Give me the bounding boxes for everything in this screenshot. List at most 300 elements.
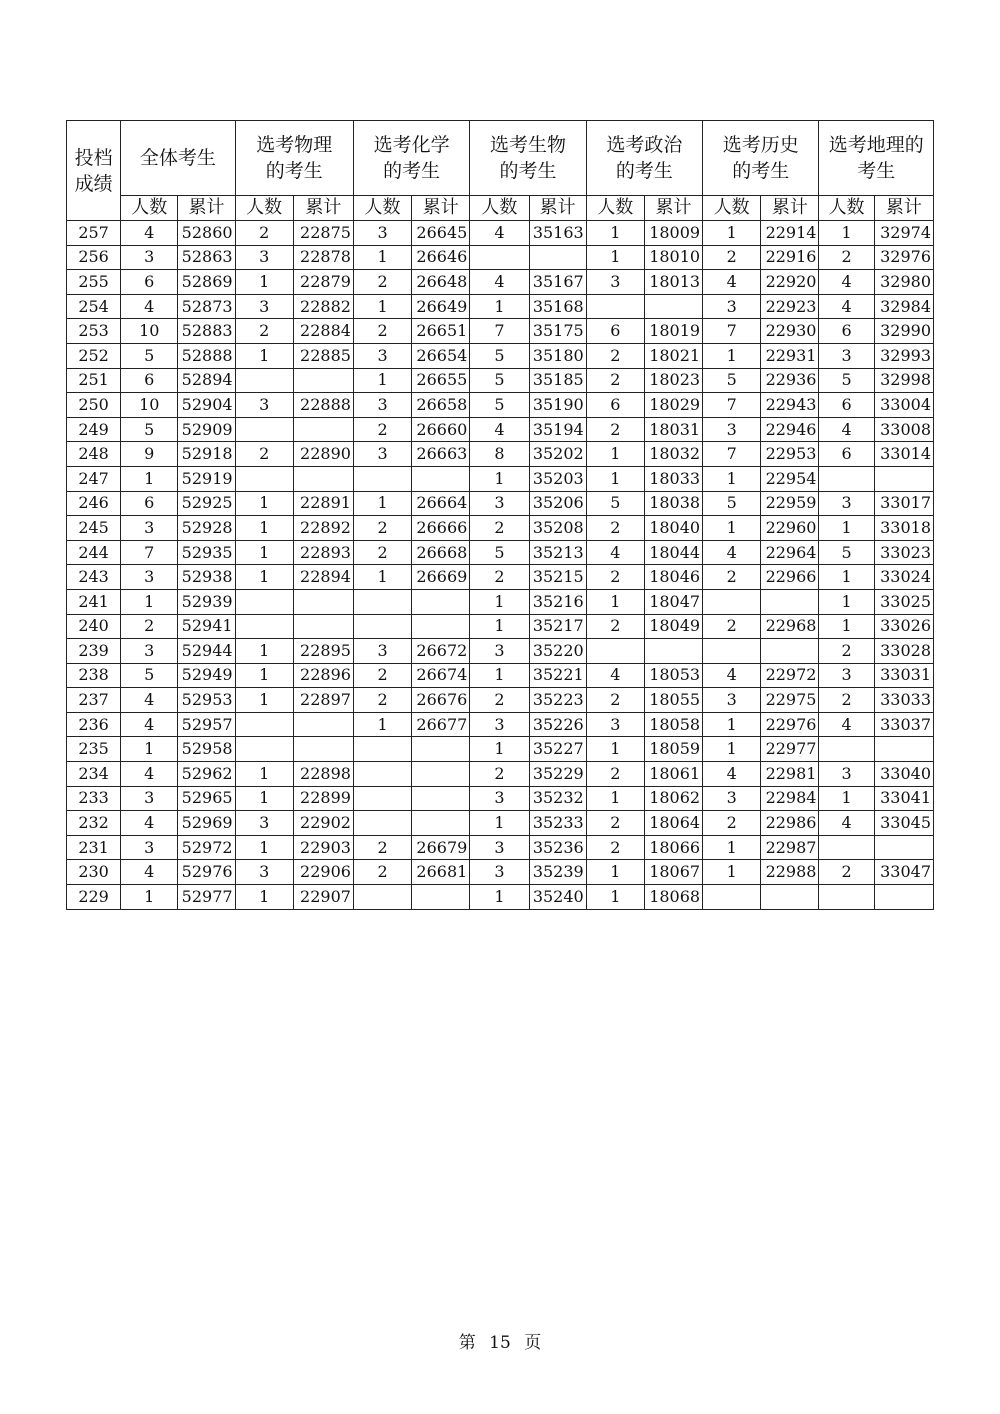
cumulative-cell <box>293 614 353 639</box>
count-cell: 1 <box>586 885 644 910</box>
group-header-all: 全体考生 <box>121 121 235 196</box>
count-cell: 4 <box>703 270 761 295</box>
cumulative-cell: 35220 <box>529 639 586 664</box>
score-cell: 231 <box>67 835 121 860</box>
score-cell: 246 <box>67 491 121 516</box>
count-cell: 2 <box>353 319 411 344</box>
cumulative-cell: 22890 <box>293 442 353 467</box>
count-cell: 3 <box>819 343 874 368</box>
count-cell: 8 <box>470 442 529 467</box>
count-cell: 7 <box>470 319 529 344</box>
count-cell: 2 <box>353 516 411 541</box>
count-cell: 2 <box>586 835 644 860</box>
count-cell: 4 <box>121 811 178 836</box>
score-cell: 239 <box>67 639 121 664</box>
table-row <box>67 786 934 811</box>
count-cell: 1 <box>235 639 293 664</box>
count-cell: 4 <box>121 688 178 713</box>
group-header-biology: 选考生物的考生 <box>470 121 586 196</box>
score-cell: 251 <box>67 368 121 393</box>
count-cell: 1 <box>470 663 529 688</box>
count-cell: 3 <box>703 786 761 811</box>
cumulative-cell: 35223 <box>529 688 586 713</box>
cumulative-cell <box>644 639 702 664</box>
count-cell: 3 <box>470 860 529 885</box>
cumulative-cell: 52863 <box>178 245 235 270</box>
score-cell: 241 <box>67 589 121 614</box>
table-row <box>67 516 934 541</box>
cumulative-cell: 22916 <box>761 245 819 270</box>
cumulative-cell: 26648 <box>412 270 470 295</box>
count-cell: 1 <box>235 885 293 910</box>
cumulative-cell: 26663 <box>412 442 470 467</box>
count-cell: 1 <box>353 565 411 590</box>
count-cell: 1 <box>586 589 644 614</box>
count-cell: 1 <box>235 516 293 541</box>
count-cell: 4 <box>819 811 874 836</box>
cumulative-cell: 22968 <box>761 614 819 639</box>
cumulative-cell <box>412 466 470 491</box>
cumulative-cell: 52953 <box>178 688 235 713</box>
count-cell: 1 <box>586 466 644 491</box>
cumulative-cell: 26651 <box>412 319 470 344</box>
cumulative-cell: 18064 <box>644 811 702 836</box>
cumulative-cell: 35240 <box>529 885 586 910</box>
count-cell: 3 <box>235 811 293 836</box>
score-cell: 233 <box>67 786 121 811</box>
cumulative-header: 累计 <box>529 196 586 221</box>
score-cell: 256 <box>67 245 121 270</box>
table-row <box>67 663 934 688</box>
cumulative-cell: 33028 <box>874 639 933 664</box>
score-cell: 249 <box>67 417 121 442</box>
cumulative-cell: 35202 <box>529 442 586 467</box>
cumulative-cell: 35213 <box>529 540 586 565</box>
score-cell: 253 <box>67 319 121 344</box>
count-cell: 1 <box>470 466 529 491</box>
cumulative-cell: 52869 <box>178 270 235 295</box>
cumulative-cell: 26677 <box>412 712 470 737</box>
score-cell: 229 <box>67 885 121 910</box>
cumulative-cell: 18010 <box>644 245 702 270</box>
count-cell: 1 <box>819 589 874 614</box>
count-cell <box>353 885 411 910</box>
count-cell: 3 <box>470 491 529 516</box>
cumulative-cell: 52888 <box>178 343 235 368</box>
count-cell: 1 <box>703 737 761 762</box>
count-cell: 2 <box>353 688 411 713</box>
count-cell: 6 <box>586 319 644 344</box>
count-cell: 2 <box>470 762 529 787</box>
cumulative-cell <box>874 835 933 860</box>
count-cell <box>353 614 411 639</box>
count-cell: 6 <box>121 368 178 393</box>
cumulative-cell: 22895 <box>293 639 353 664</box>
cumulative-cell <box>761 589 819 614</box>
count-cell: 4 <box>703 540 761 565</box>
cumulative-cell: 35215 <box>529 565 586 590</box>
table-row <box>67 417 934 442</box>
cumulative-cell: 22959 <box>761 491 819 516</box>
count-cell: 4 <box>819 270 874 295</box>
count-cell: 2 <box>819 639 874 664</box>
cumulative-header: 累计 <box>412 196 470 221</box>
count-cell <box>819 466 874 491</box>
count-cell: 5 <box>703 368 761 393</box>
cumulative-cell <box>412 589 470 614</box>
count-cell <box>703 639 761 664</box>
count-cell <box>235 614 293 639</box>
cumulative-cell: 22885 <box>293 343 353 368</box>
count-cell: 3 <box>470 786 529 811</box>
cumulative-cell: 22975 <box>761 688 819 713</box>
count-cell: 1 <box>470 589 529 614</box>
count-cell: 2 <box>586 417 644 442</box>
cumulative-cell: 52972 <box>178 835 235 860</box>
count-cell: 3 <box>470 835 529 860</box>
score-cell: 257 <box>67 221 121 246</box>
table-row <box>67 688 934 713</box>
count-cell: 1 <box>121 885 178 910</box>
cumulative-cell: 35167 <box>529 270 586 295</box>
table-row <box>67 368 934 393</box>
count-cell: 1 <box>353 712 411 737</box>
cumulative-cell: 26646 <box>412 245 470 270</box>
count-cell: 1 <box>121 737 178 762</box>
count-cell: 1 <box>703 343 761 368</box>
count-cell: 1 <box>353 368 411 393</box>
count-cell: 2 <box>703 614 761 639</box>
count-cell: 6 <box>121 270 178 295</box>
score-cell: 240 <box>67 614 121 639</box>
cumulative-cell: 32984 <box>874 294 933 319</box>
count-cell <box>353 811 411 836</box>
cumulative-cell: 52909 <box>178 417 235 442</box>
cumulative-cell: 52949 <box>178 663 235 688</box>
cumulative-cell: 18049 <box>644 614 702 639</box>
cumulative-cell: 22966 <box>761 565 819 590</box>
count-cell: 2 <box>703 245 761 270</box>
count-cell: 2 <box>470 688 529 713</box>
count-cell: 4 <box>586 540 644 565</box>
cumulative-cell <box>529 245 586 270</box>
count-cell: 1 <box>703 516 761 541</box>
count-cell <box>353 762 411 787</box>
cumulative-cell: 33024 <box>874 565 933 590</box>
count-cell: 4 <box>470 270 529 295</box>
header-row-subcolumns <box>67 196 934 221</box>
cumulative-cell <box>874 466 933 491</box>
cumulative-cell <box>412 737 470 762</box>
count-cell <box>235 712 293 737</box>
cumulative-header: 累计 <box>178 196 235 221</box>
count-cell: 2 <box>586 516 644 541</box>
cumulative-cell: 22907 <box>293 885 353 910</box>
cumulative-cell: 22884 <box>293 319 353 344</box>
score-distribution-table <box>66 120 934 910</box>
count-cell: 5 <box>470 540 529 565</box>
cumulative-cell: 32980 <box>874 270 933 295</box>
table-row <box>67 343 934 368</box>
count-cell: 2 <box>235 221 293 246</box>
table-row <box>67 835 934 860</box>
score-cell: 247 <box>67 466 121 491</box>
score-cell: 232 <box>67 811 121 836</box>
count-cell: 2 <box>235 319 293 344</box>
table-row <box>67 270 934 295</box>
count-cell: 4 <box>121 221 178 246</box>
cumulative-cell: 26654 <box>412 343 470 368</box>
count-cell: 3 <box>586 712 644 737</box>
count-cell <box>703 885 761 910</box>
cumulative-cell: 22894 <box>293 565 353 590</box>
cumulative-cell <box>412 811 470 836</box>
count-cell: 7 <box>121 540 178 565</box>
cumulative-cell: 18046 <box>644 565 702 590</box>
table-row <box>67 737 934 762</box>
cumulative-cell: 33025 <box>874 589 933 614</box>
cumulative-cell: 35194 <box>529 417 586 442</box>
cumulative-cell: 22987 <box>761 835 819 860</box>
count-cell <box>470 245 529 270</box>
count-cell <box>586 294 644 319</box>
cumulative-cell: 22878 <box>293 245 353 270</box>
score-cell: 254 <box>67 294 121 319</box>
cumulative-cell: 26679 <box>412 835 470 860</box>
count-cell: 1 <box>235 762 293 787</box>
count-cell: 1 <box>235 343 293 368</box>
table-row <box>67 811 934 836</box>
count-cell: 2 <box>121 614 178 639</box>
count-cell <box>819 737 874 762</box>
cumulative-cell: 18032 <box>644 442 702 467</box>
score-column-header: 投档成绩 <box>67 121 121 221</box>
count-cell: 1 <box>470 614 529 639</box>
count-header: 人数 <box>353 196 411 221</box>
count-cell: 7 <box>703 319 761 344</box>
count-cell: 2 <box>353 540 411 565</box>
cumulative-cell: 52918 <box>178 442 235 467</box>
count-cell: 3 <box>121 786 178 811</box>
cumulative-cell: 22920 <box>761 270 819 295</box>
count-cell <box>353 589 411 614</box>
table-row <box>67 540 934 565</box>
count-cell: 2 <box>235 442 293 467</box>
count-header: 人数 <box>703 196 761 221</box>
cumulative-cell <box>412 762 470 787</box>
count-cell: 1 <box>703 860 761 885</box>
cumulative-cell: 33008 <box>874 417 933 442</box>
count-cell: 3 <box>121 565 178 590</box>
count-cell: 5 <box>819 540 874 565</box>
count-cell: 2 <box>703 811 761 836</box>
cumulative-cell: 33041 <box>874 786 933 811</box>
cumulative-header: 累计 <box>761 196 819 221</box>
count-cell: 1 <box>121 466 178 491</box>
count-cell: 1 <box>235 540 293 565</box>
cumulative-cell: 33037 <box>874 712 933 737</box>
cumulative-cell: 35221 <box>529 663 586 688</box>
cumulative-cell: 22988 <box>761 860 819 885</box>
cumulative-cell: 22893 <box>293 540 353 565</box>
count-cell: 3 <box>470 639 529 664</box>
count-cell: 1 <box>819 221 874 246</box>
cumulative-cell: 32990 <box>874 319 933 344</box>
count-cell: 2 <box>586 688 644 713</box>
cumulative-cell: 22899 <box>293 786 353 811</box>
cumulative-cell: 52904 <box>178 393 235 418</box>
cumulative-cell: 52928 <box>178 516 235 541</box>
cumulative-cell: 18040 <box>644 516 702 541</box>
count-cell: 1 <box>470 885 529 910</box>
count-cell: 1 <box>353 245 411 270</box>
count-cell <box>235 589 293 614</box>
count-cell: 4 <box>703 762 761 787</box>
cumulative-cell: 18059 <box>644 737 702 762</box>
cumulative-cell: 18021 <box>644 343 702 368</box>
cumulative-cell <box>293 737 353 762</box>
cumulative-cell: 26655 <box>412 368 470 393</box>
cumulative-cell: 22914 <box>761 221 819 246</box>
cumulative-cell: 32993 <box>874 343 933 368</box>
count-cell: 3 <box>703 294 761 319</box>
count-header: 人数 <box>235 196 293 221</box>
cumulative-cell: 35168 <box>529 294 586 319</box>
count-cell: 2 <box>819 688 874 713</box>
count-cell: 3 <box>819 491 874 516</box>
cumulative-cell: 18062 <box>644 786 702 811</box>
page-number: 15 <box>489 1333 511 1353</box>
cumulative-cell: 35185 <box>529 368 586 393</box>
cumulative-cell: 22953 <box>761 442 819 467</box>
cumulative-cell: 22930 <box>761 319 819 344</box>
count-cell: 5 <box>703 491 761 516</box>
cumulative-cell: 18058 <box>644 712 702 737</box>
cumulative-cell: 22891 <box>293 491 353 516</box>
count-cell: 1 <box>235 688 293 713</box>
count-cell: 3 <box>470 712 529 737</box>
group-header-geography: 选考地理的考生 <box>819 121 934 196</box>
count-cell: 1 <box>235 491 293 516</box>
count-cell: 1 <box>586 442 644 467</box>
count-cell: 3 <box>235 393 293 418</box>
count-cell: 6 <box>819 393 874 418</box>
score-cell: 236 <box>67 712 121 737</box>
table-row <box>67 221 934 246</box>
cumulative-cell: 32998 <box>874 368 933 393</box>
count-cell: 1 <box>703 221 761 246</box>
cumulative-cell <box>644 294 702 319</box>
cumulative-cell: 52894 <box>178 368 235 393</box>
score-cell: 243 <box>67 565 121 590</box>
cumulative-cell: 18023 <box>644 368 702 393</box>
count-cell: 2 <box>586 565 644 590</box>
cumulative-cell: 33033 <box>874 688 933 713</box>
cumulative-cell: 35206 <box>529 491 586 516</box>
count-cell: 3 <box>235 294 293 319</box>
count-cell: 2 <box>586 343 644 368</box>
count-cell: 2 <box>353 417 411 442</box>
cumulative-cell: 33031 <box>874 663 933 688</box>
count-cell: 6 <box>819 319 874 344</box>
cumulative-cell: 22943 <box>761 393 819 418</box>
cumulative-cell <box>412 786 470 811</box>
cumulative-cell: 22936 <box>761 368 819 393</box>
cumulative-cell: 52919 <box>178 466 235 491</box>
footer-suffix: 页 <box>524 1333 542 1353</box>
cumulative-cell: 22977 <box>761 737 819 762</box>
cumulative-cell <box>293 368 353 393</box>
cumulative-cell: 35190 <box>529 393 586 418</box>
cumulative-cell: 22954 <box>761 466 819 491</box>
count-cell: 1 <box>586 245 644 270</box>
cumulative-cell: 26649 <box>412 294 470 319</box>
table-row <box>67 245 934 270</box>
count-cell: 3 <box>235 245 293 270</box>
count-cell: 2 <box>586 368 644 393</box>
cumulative-cell: 26658 <box>412 393 470 418</box>
cumulative-cell: 35236 <box>529 835 586 860</box>
table-row <box>67 393 934 418</box>
cumulative-cell <box>293 417 353 442</box>
count-cell: 2 <box>353 663 411 688</box>
cumulative-cell <box>761 885 819 910</box>
count-cell: 4 <box>819 712 874 737</box>
count-cell <box>353 466 411 491</box>
cumulative-cell: 22875 <box>293 221 353 246</box>
cumulative-cell: 52957 <box>178 712 235 737</box>
cumulative-cell: 26668 <box>412 540 470 565</box>
score-cell: 235 <box>67 737 121 762</box>
table-row <box>67 712 934 737</box>
count-cell: 2 <box>353 270 411 295</box>
cumulative-cell: 35232 <box>529 786 586 811</box>
cumulative-cell: 18067 <box>644 860 702 885</box>
count-cell <box>235 368 293 393</box>
count-cell: 3 <box>121 835 178 860</box>
cumulative-cell: 52977 <box>178 885 235 910</box>
score-cell: 252 <box>67 343 121 368</box>
cumulative-cell: 52962 <box>178 762 235 787</box>
cumulative-cell: 22903 <box>293 835 353 860</box>
cumulative-cell: 18029 <box>644 393 702 418</box>
cumulative-cell: 22898 <box>293 762 353 787</box>
count-cell: 3 <box>121 245 178 270</box>
count-cell: 9 <box>121 442 178 467</box>
count-cell <box>703 589 761 614</box>
count-cell: 1 <box>586 786 644 811</box>
table-row <box>67 639 934 664</box>
count-cell: 4 <box>470 221 529 246</box>
group-header-politics: 选考政治的考生 <box>586 121 702 196</box>
count-cell: 1 <box>703 466 761 491</box>
cumulative-cell: 22923 <box>761 294 819 319</box>
count-cell: 1 <box>235 786 293 811</box>
count-cell: 1 <box>353 491 411 516</box>
count-cell: 1 <box>235 663 293 688</box>
header-row-groups <box>67 121 934 196</box>
score-cell: 230 <box>67 860 121 885</box>
count-cell: 1 <box>470 811 529 836</box>
cumulative-cell: 22931 <box>761 343 819 368</box>
cumulative-cell <box>412 885 470 910</box>
cumulative-cell: 33023 <box>874 540 933 565</box>
count-cell: 3 <box>703 688 761 713</box>
count-cell: 1 <box>819 516 874 541</box>
count-cell: 3 <box>121 516 178 541</box>
cumulative-cell: 22896 <box>293 663 353 688</box>
cumulative-cell: 52969 <box>178 811 235 836</box>
